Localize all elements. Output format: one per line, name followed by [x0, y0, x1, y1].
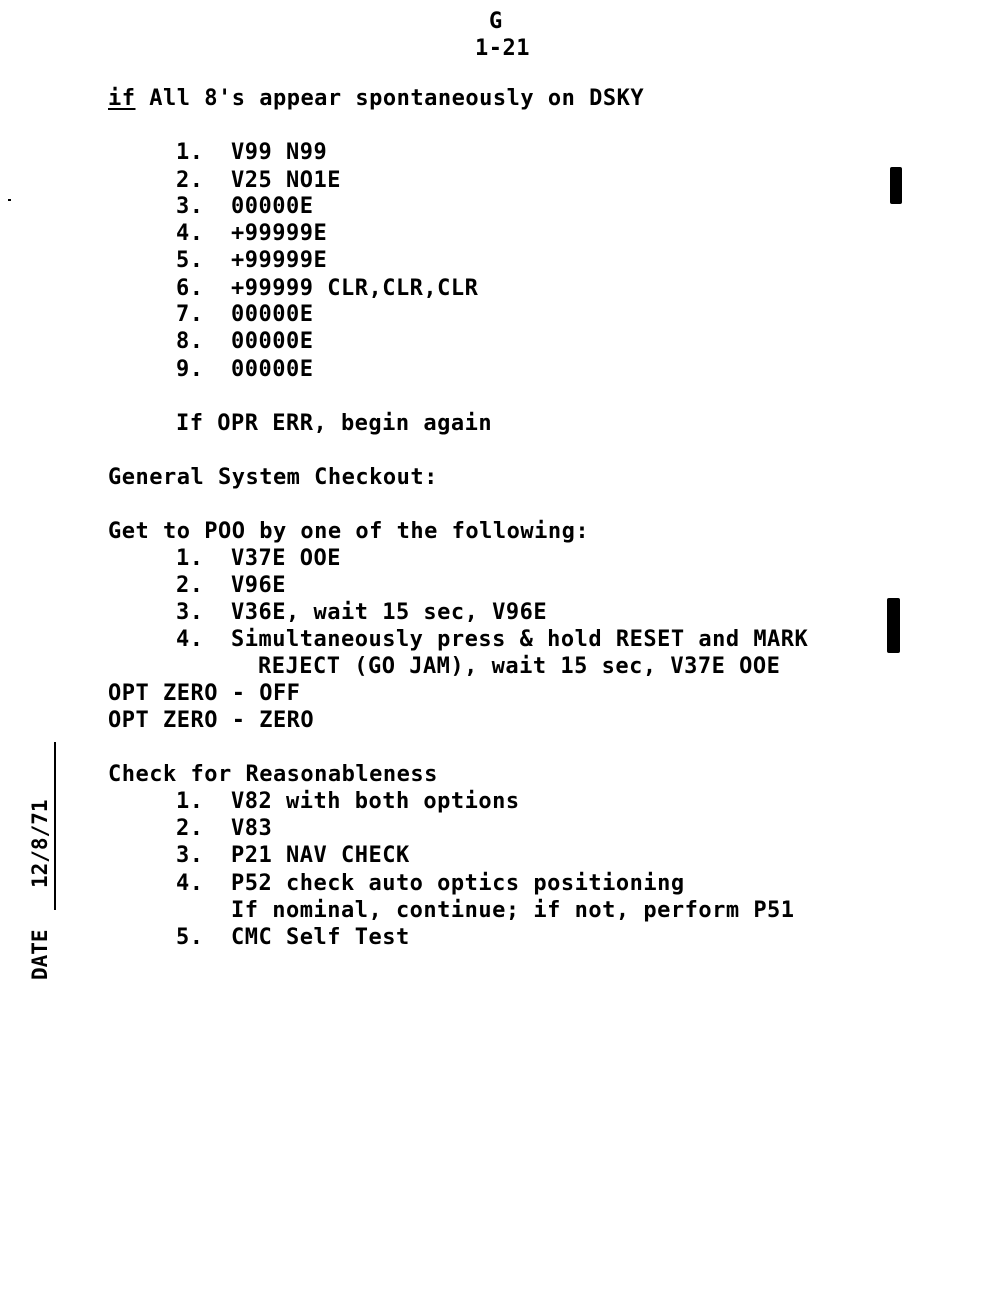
- opt-zero-off: OPT ZERO - OFF: [108, 681, 301, 706]
- date-stamp: [8, 740, 68, 980]
- dsky-step-7-text: 00000E: [231, 302, 314, 327]
- reasonableness-step-3-text: P21 NAV CHECK: [231, 843, 410, 868]
- intro-text: All 8's appear spontaneously on DSKY: [135, 86, 645, 111]
- dsky-step-1-num: 1.: [176, 140, 204, 165]
- dsky-step-4-num: 4.: [176, 221, 204, 246]
- poo-step-4-continuation: REJECT (GO JAM), wait 15 sec, V37E OOE: [258, 654, 781, 679]
- poo-step-3-text: V36E, wait 15 sec, V96E: [231, 600, 548, 625]
- intro-line: [108, 85, 644, 112]
- dsky-step-3-text: 00000E: [231, 194, 314, 219]
- dsky-step-5-text: +99999E: [231, 248, 328, 273]
- page-number: 1-21: [475, 36, 530, 61]
- dsky-step-8-text: 00000E: [231, 329, 314, 354]
- reasonableness-step-5-num: 5.: [176, 925, 204, 950]
- dsky-step-3-num: 3.: [176, 194, 204, 219]
- reasonableness-step-2-text: V83: [231, 816, 273, 841]
- dsky-step-8-num: 8.: [176, 329, 204, 354]
- dsky-step-6-num: 6.: [176, 276, 204, 301]
- dsky-step-2-text: V25 NO1E: [231, 168, 341, 193]
- poo-step-4-num: 4.: [176, 627, 204, 652]
- dsky-step-7-num: 7.: [176, 302, 204, 327]
- change-bar-top: [890, 167, 902, 204]
- get-to-poo-heading: Get to POO by one of the following:: [108, 519, 590, 544]
- dsky-step-2-num: 2.: [176, 168, 204, 193]
- dsky-step-9-num: 9.: [176, 357, 204, 382]
- reasonableness-heading: Check for Reasonableness: [108, 762, 438, 787]
- reasonableness-step-4-continuation: If nominal, continue; if not, perform P51: [231, 898, 795, 923]
- poo-step-2-num: 2.: [176, 573, 204, 598]
- date-value: 12/8/71: [28, 799, 52, 888]
- change-bar-middle: [887, 598, 900, 653]
- date-stamp-rotated: [8, 740, 68, 980]
- dsky-step-6-text: +99999 CLR,CLR,CLR: [231, 276, 479, 301]
- section-letter: G: [489, 9, 503, 34]
- poo-step-4-text: Simultaneously press & hold RESET and MARK: [231, 627, 809, 652]
- scan-speck: [8, 199, 11, 201]
- reasonableness-step-4-text: P52 check auto optics positioning: [231, 871, 685, 896]
- opr-err-note: If OPR ERR, begin again: [176, 411, 493, 436]
- reasonableness-step-1-text: V82 with both options: [231, 789, 520, 814]
- opt-zero-zero: OPT ZERO - ZERO: [108, 708, 315, 733]
- if-keyword: if: [108, 86, 136, 111]
- reasonableness-step-3-num: 3.: [176, 843, 204, 868]
- poo-step-1-num: 1.: [176, 546, 204, 571]
- dsky-step-5-num: 5.: [176, 248, 204, 273]
- dsky-step-4-text: +99999E: [231, 221, 328, 246]
- poo-step-2-text: V96E: [231, 573, 286, 598]
- date-underline: [54, 742, 56, 910]
- dsky-step-9-text: 00000E: [231, 357, 314, 382]
- general-checkout-heading: General System Checkout:: [108, 465, 438, 490]
- reasonableness-step-4-num: 4.: [176, 871, 204, 896]
- dsky-step-1-text: V99 N99: [231, 140, 328, 165]
- poo-step-1-text: V37E OOE: [231, 546, 341, 571]
- date-label: DATE: [28, 929, 52, 980]
- reasonableness-step-1-num: 1.: [176, 789, 204, 814]
- reasonableness-step-2-num: 2.: [176, 816, 204, 841]
- poo-step-3-num: 3.: [176, 600, 204, 625]
- reasonableness-step-5-text: CMC Self Test: [231, 925, 410, 950]
